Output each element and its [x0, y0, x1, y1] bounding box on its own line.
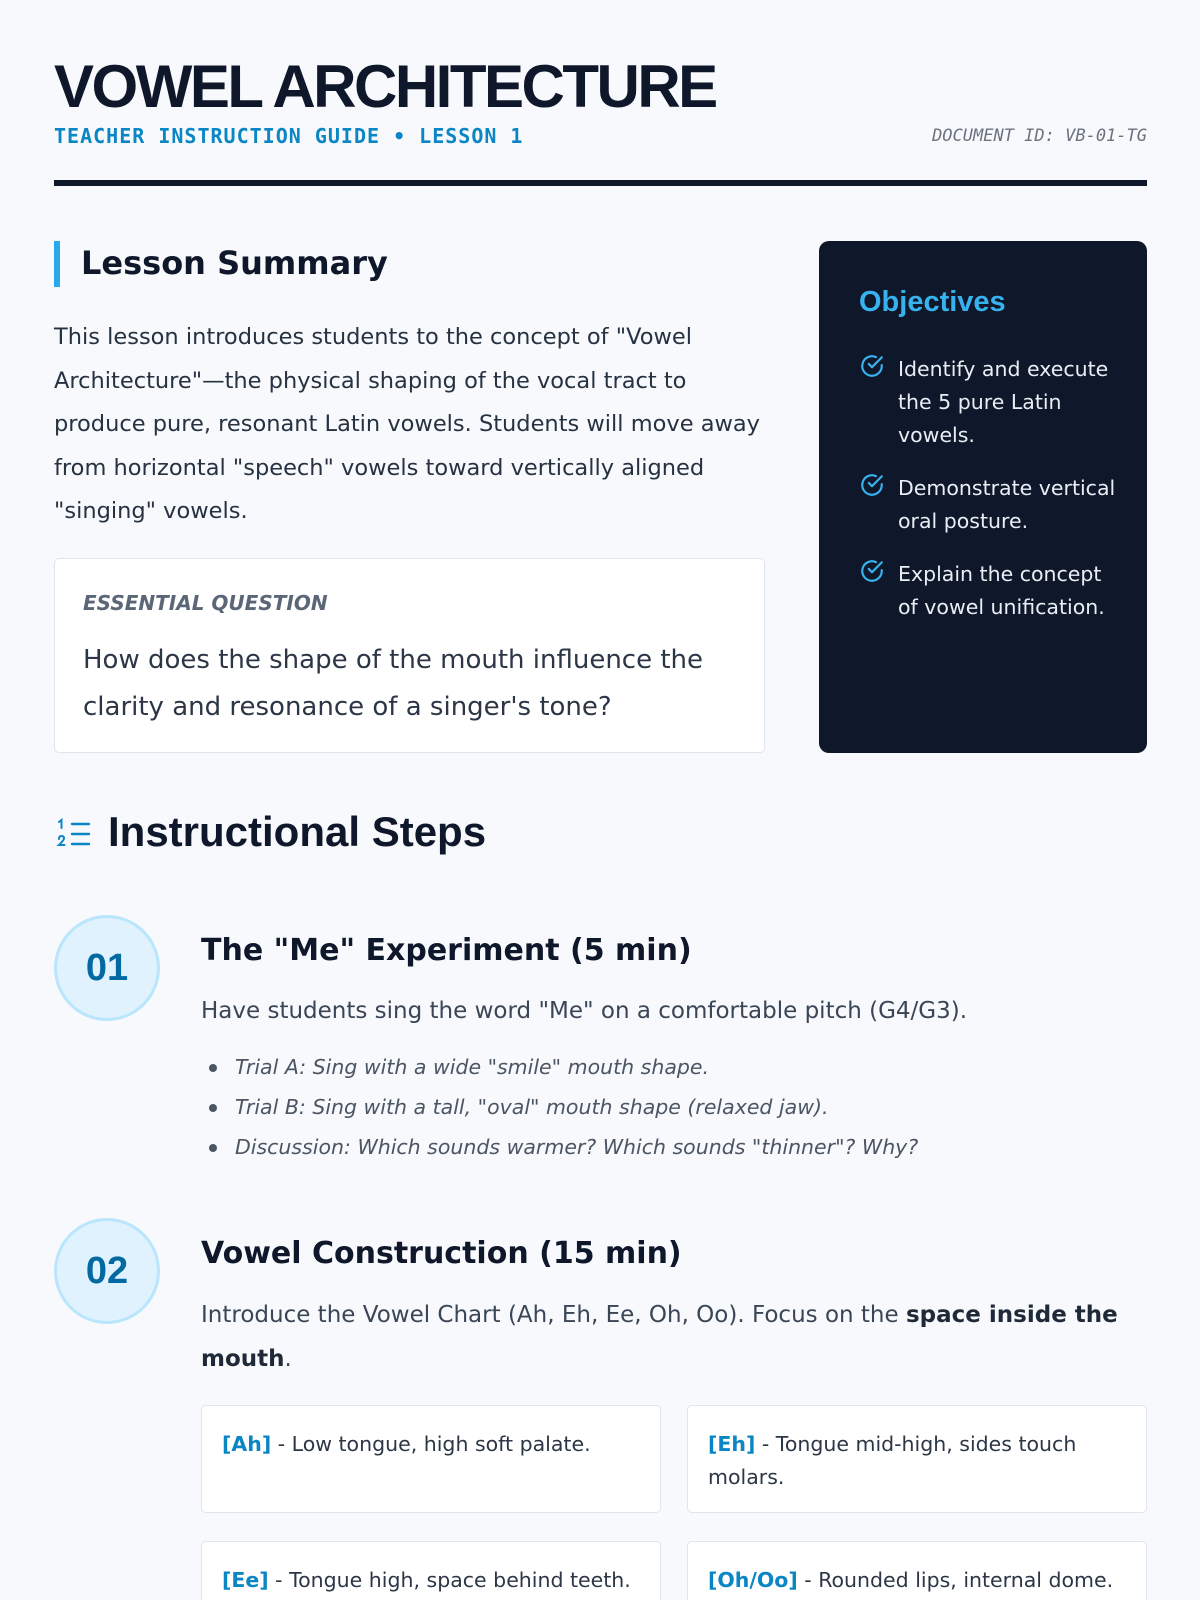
objectives-list [859, 353, 1124, 644]
objective-item [859, 558, 1124, 624]
check-circle-icon [859, 558, 885, 584]
objective-item [859, 353, 1124, 452]
objectives-panel [819, 241, 1147, 753]
essential-question-box [54, 558, 765, 753]
step-bullet-item: Trial B: Sing with a tall, "oval" mouth shape (relaxed jaw). [201, 1087, 1101, 1127]
vowel-description: - Tongue high, space behind teeth. [268, 1568, 631, 1592]
vowel-description: - Tongue mid-high, sides touch molars. [708, 1432, 1077, 1489]
step-description-prefix: Introduce the Vowel Chart (Ah, Eh, Ee, Oh, Oo). Focus on the [201, 1302, 906, 1328]
vowel-card [201, 1541, 661, 1600]
summary-accent-bar [54, 241, 60, 287]
step-description-suffix: . [284, 1346, 292, 1372]
check-circle-icon [859, 353, 885, 379]
vowel-card [201, 1405, 661, 1513]
objectives-heading: Objectives [859, 286, 1006, 318]
summary-heading: Lesson Summary [81, 244, 388, 282]
objective-text: Demonstrate vertical oral posture. [898, 476, 1116, 533]
vowel-description: - Low tongue, high soft palate. [271, 1432, 591, 1456]
step-number-badge: 02 [54, 1218, 160, 1324]
vowel-card [687, 1405, 1147, 1513]
vowel-tag: [Oh/Oo] [708, 1568, 798, 1592]
steps-heading: Instructional Steps [108, 808, 487, 855]
check-circle-icon [859, 472, 885, 498]
step-title: Vowel Construction (15 min) [201, 1236, 682, 1271]
document-title: VOWEL ARCHITECTURE [54, 53, 716, 120]
step-number-badge: 01 [54, 915, 160, 1021]
vowel-tag: [Eh] [708, 1432, 756, 1456]
document-subtitle: TEACHER INSTRUCTION GUIDE • LESSON 1 [54, 124, 524, 148]
document-id: DOCUMENT ID: VB-01-TG [932, 126, 1147, 146]
vowel-tag: [Ee] [222, 1568, 269, 1592]
vowel-card [687, 1541, 1147, 1600]
summary-text: This lesson introduces students to the concept of "Vowel Architecture"—the physical shaping of the vocal tract to produce pure, resonant Latin vowels. Students will move away from horizontal "speech" vowels toward vertically aligned "singing" vowels. [54, 324, 760, 524]
header-divider [54, 180, 1147, 186]
objective-item [859, 472, 1124, 538]
step-title: The "Me" Experiment (5 min) [201, 933, 692, 968]
step-description: Have students sing the word "Me" on a comfortable pitch (G4/G3). [201, 998, 968, 1024]
numbered-list-icon [56, 816, 92, 852]
step-description-emphasis: space inside the mouth [201, 1302, 1118, 1372]
step-bullet-item: Trial A: Sing with a wide "smile" mouth shape. [201, 1047, 1101, 1087]
essential-question-text: How does the shape of the mouth influence the clarity and resonance of a singer's tone? [83, 645, 704, 722]
step-bullet-item: Discussion: Which sounds warmer? Which sounds "thinner"? Why? [201, 1127, 1101, 1167]
objective-text: Explain the concept of vowel unification. [898, 562, 1105, 619]
objective-text: Identify and execute the 5 pure Latin vowels. [898, 357, 1109, 447]
vowel-description: - Rounded lips, internal dome. [797, 1568, 1114, 1592]
essential-question-label: ESSENTIAL QUESTION [83, 591, 328, 615]
step-bullets [201, 1047, 1101, 1167]
vowel-tag: [Ah] [222, 1432, 272, 1456]
step-description [201, 1293, 1121, 1381]
